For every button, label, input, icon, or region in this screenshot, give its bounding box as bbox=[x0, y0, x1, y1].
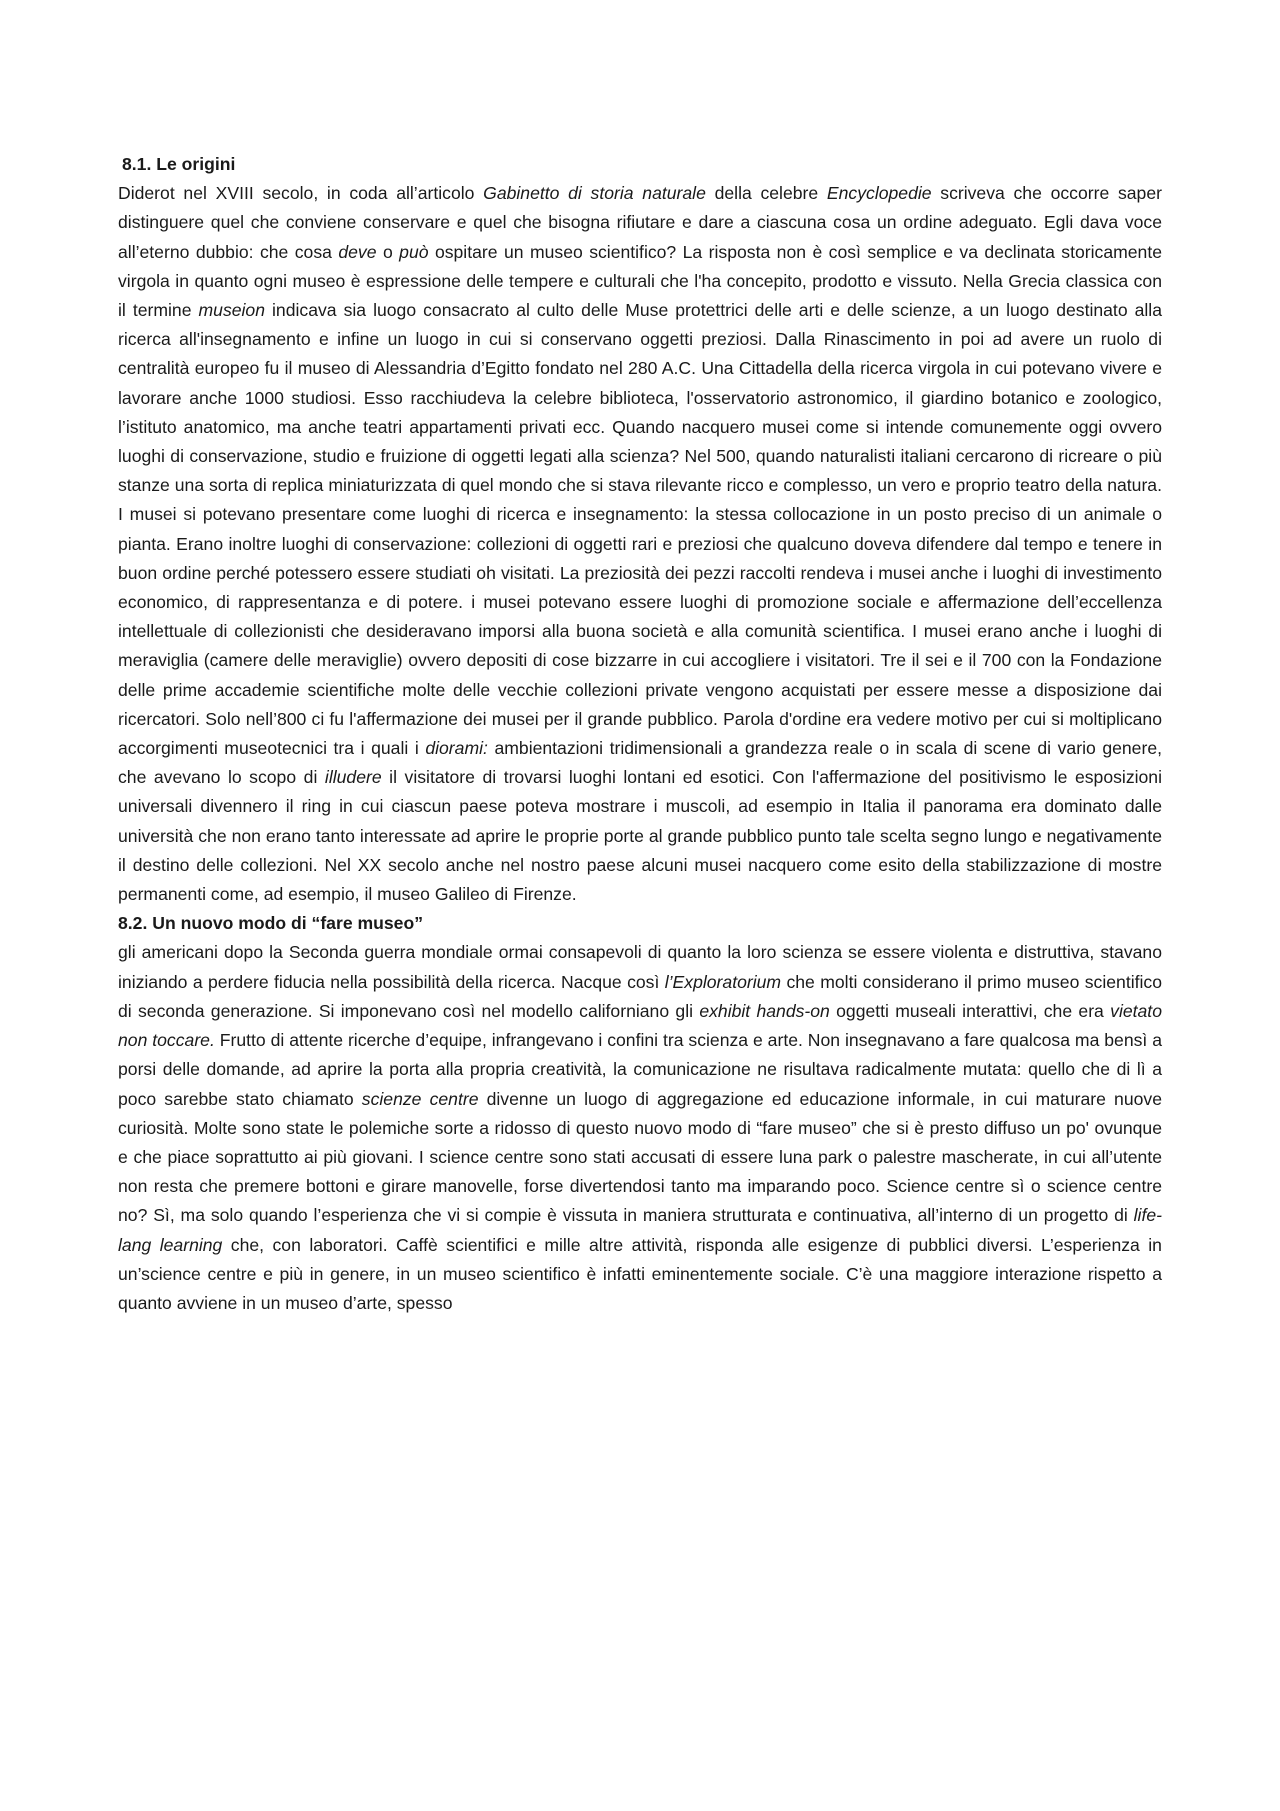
text-run: indicava sia luogo consacrato al culto delle Muse protettrici delle arti e delle scienze, a un luogo destinato alla ricerca all'insegnamento e infine un luogo in cui si conservano oggetti preziosi. Dalla Rinascimento in poi ad avere un ruolo di centralità europeo fu il museo di Alessandria d’Egitto fondato nel 280 A.C. Una Cittadella della ricerca virgola in cui potevano vivere e lavorare anche 1000 studiosi. Esso racchiudeva la celebre biblioteca, l'osservatorio astronomico, il giardino botanico e zoologico, l’istituto anatomico, ma anche teatri appartamenti privati ecc. Quando nacquero musei come si intende comunemente oggi ovvero luoghi di conservazione, studio e fruizione di oggetti legati alla scienza? Nel 500, quando naturalisti italiani cercarono di ricreare o più stanze una sorta di replica miniaturizzata di quel mondo che si stava rilevante ricco e complesso, un vero e proprio teatro della natura. I musei si potevano presentare come luoghi di ricerca e insegnamento: la stessa collocazione in un posto preciso di un animale o pianta. Erano inoltre luoghi di conservazione: collezioni di oggetti rari e preziosi che qualcuno doveva difendere dal tempo e tenere in buon ordine perché potessero essere studiati oh visitati. La preziosità dei pezzi raccolti rendeva i musei anche i luoghi di investimento economico, di rappresentanza e di potere. i musei potevano essere luoghi di promozione sociale e affermazione dell’eccellenza intellettuale di collezionisti che desideravano imporsi alla buona società e alla comunità scientifica. I musei erano anche i luoghi di meraviglia (camere delle meraviglie) ovvero depositi di cose bizzarre in cui accogliere i visitatori. Tre il sei e il 700 con la Fondazione delle prime accademie scientifiche molte delle vecchie collezioni private vengono acquistati per essere messe a disposizione dai ricercatori. Solo nell’800 ci fu l'affermazione dei musei per il grande pubblico. Parola d'ordine era vedere motivo per cui si moltiplicano accorgimenti museotecnici tra i quali i bbox=[118, 300, 1162, 759]
text-run: il visitatore di trovarsi luoghi lontani ed esotici. Con l'affermazione del positivismo le esposizioni universali divennero il ring in cui ciascun paese poteva mostrare i muscoli, ad esempio in Italia il panorama era dominato dalle università che non erano tanto interessate ad aprire le proprie porte al grande pubblico punto tale scelta segno lungo e negativamente il destino delle collezioni. Nel XX secolo anche nel nostro paese alcuni musei nacquero come esito della stabilizzazione di mostre permanenti come, ad esempio, il museo Galileo di Firenze. bbox=[118, 767, 1163, 905]
emphasis-text: l’Exploratorium bbox=[664, 971, 782, 992]
text-run: ospitare un museo scientifico? La risposta non è così semplice e va declinata storicamente virgola in quanto ogni museo è espressione delle tempere e culturali che l'ha concepito, prodotto e vissuto. Nella Grecia classica con il termine bbox=[118, 241, 1162, 321]
emphasis-text: life-lang learning bbox=[118, 1205, 1162, 1255]
emphasis-text: museion bbox=[198, 300, 266, 321]
section-paragraph-new-museum bbox=[118, 938, 1162, 1318]
emphasis-text: illudere bbox=[324, 767, 382, 788]
text-run: oggetti museali interattivi, che era bbox=[829, 1000, 1111, 1021]
text-run: scriveva che occorre saper distinguere quel che conviene conservare e quel che bisogna rifiutare e dare a ciascuna cosa un ordine adeguato. Egli dava voce all’eterno dubbio: che cosa bbox=[118, 183, 1162, 262]
text-run: Diderot nel XVIII secolo, in coda all’articolo bbox=[118, 183, 484, 204]
document-page bbox=[118, 150, 1162, 1318]
text-run: ambientazioni tridimensionali a grandezza reale o in scala di scene di vario genere, che avevano lo scopo di bbox=[118, 738, 1163, 788]
text-run: divenne un luogo di aggregazione ed educazione informale, in cui maturare nuove curiosità. Molte sono state le polemiche sorte a ridosso di questo nuovo modo di “fare museo” che si è presto diffuso un po' ovunque e che piace soprattutto ai più giovani. I science centre sono stati accusati di essere luna park o palestre mascherate, in cui all’utente non resta che premere bottoni e girare manovelle, forse divertendosi tanto ma imparando poco. Science centre sì o science centre no? Sì, ma solo quando l’esperienza che vi si compie è vissuta in maniera strutturata e continuativa, all’interno di un progetto di bbox=[118, 1088, 1162, 1226]
emphasis-text: deve bbox=[338, 241, 377, 262]
emphasis-text: scienze centre bbox=[361, 1088, 479, 1109]
emphasis-text: exhibit hands-on bbox=[699, 1000, 830, 1021]
section-heading-new-museum: 8.2. Un nuovo modo di “fare museo” bbox=[118, 913, 423, 934]
emphasis-text: vietato non toccare. bbox=[118, 1000, 1162, 1051]
text-run: o bbox=[376, 241, 400, 262]
text-run: gli americani dopo la Seconda guerra mondiale ormai consapevoli di quanto la loro scienza se essere violenta e distruttiva, stavano iniziando a perdere fiducia nella possibilità della ricerca. Nacque così bbox=[118, 942, 1162, 992]
emphasis-text: diorami: bbox=[425, 738, 488, 759]
text-run: che molti considerano il primo museo scientifico di seconda generazione. Si imponevano così nel modello californiano gli bbox=[118, 971, 1162, 1021]
section-paragraph-origins bbox=[118, 179, 1162, 909]
text-run: Frutto di attente ricerche d’equipe, infrangevano i confini tra scienza e arte. Non insegnavano a fare qualcosa ma bensì a porsi delle domande, ad aprire la porta alla propria creatività, la comunicazione ne risultava radicalmente mutata: quello che di lì a poco sarebbe stato chiamato bbox=[118, 1030, 1162, 1109]
text-run: della celebre bbox=[705, 183, 827, 204]
text-run: che, con laboratori. Caffè scientifici e mille altre attività, risponda alle esigenze di pubblici diversi. L’esperienza in un’science centre e più in genere, in un museo scientifico è infatti eminentemente sociale. C’è una maggiore interazione rispetto a quanto avviene in un museo d’arte, spesso bbox=[118, 1234, 1162, 1313]
emphasis-text: Encyclopedie bbox=[826, 183, 932, 204]
emphasis-text: può bbox=[399, 241, 429, 262]
section-heading-origins: 8.1. Le origini bbox=[122, 154, 236, 174]
emphasis-text: Gabinetto di storia naturale bbox=[483, 183, 706, 204]
